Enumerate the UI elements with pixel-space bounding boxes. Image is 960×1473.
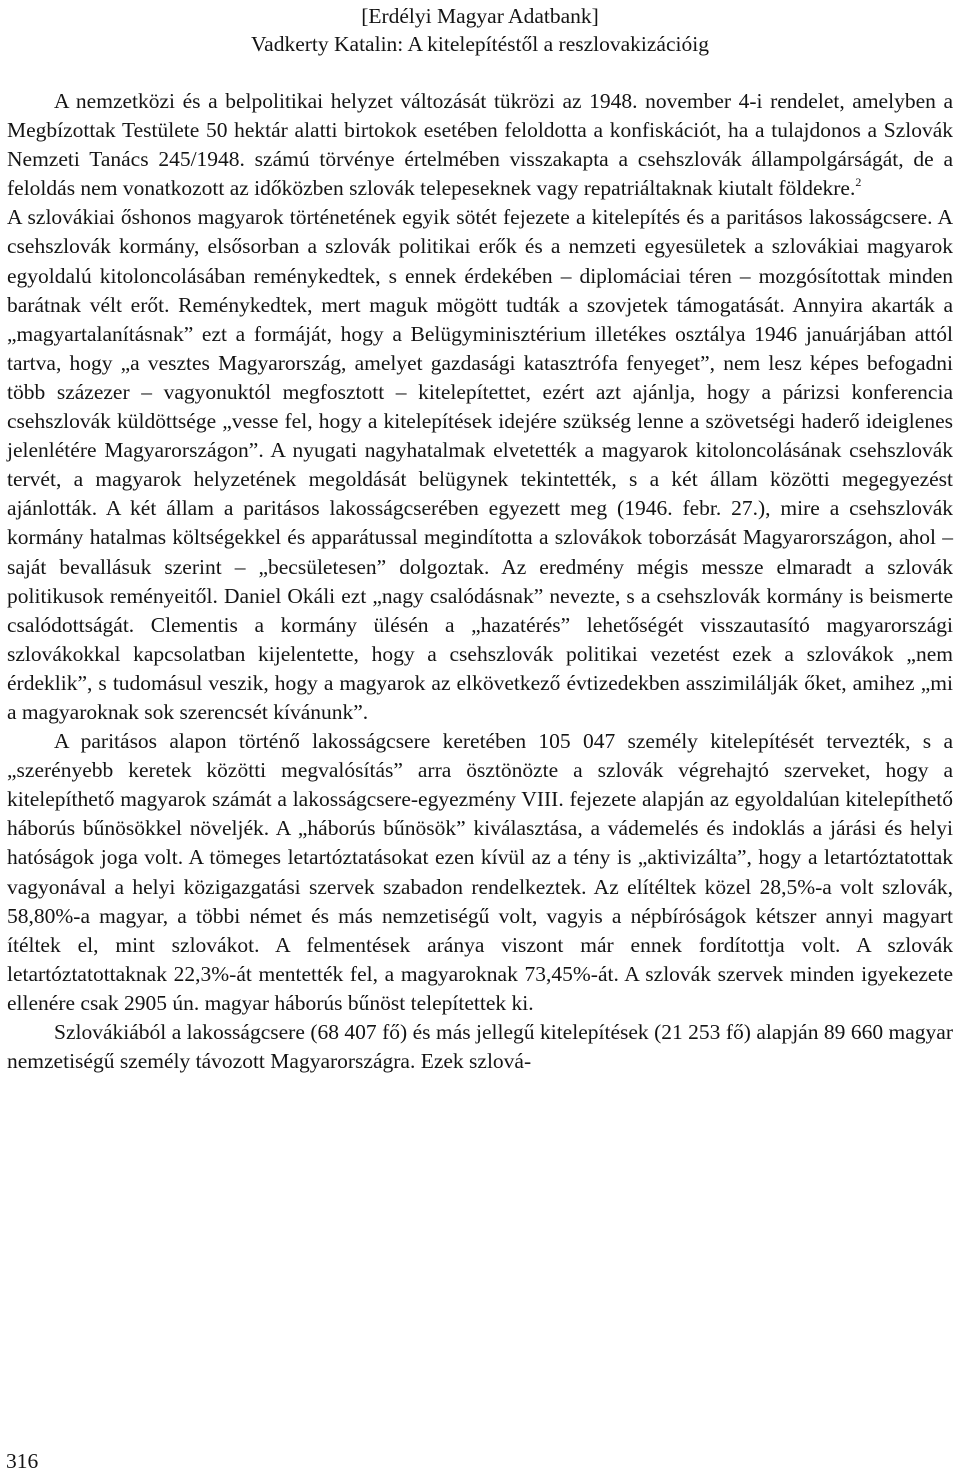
paragraph-1-text: A nemzetközi és a belpolitikai helyzet változását tükrözi az 1948. november 4-i rendelet, amelyben a Megbízottak Testülete 50 hektár alatti birtokok esetében feloldotta a konfiskációt, ha a tulajdonos a Szlovák Nemzeti Tanács 245/1948. számú törvénye értelmében visszakapta a csehszlovák állampolgárságát, de a feloldás nem vonatkozott az időközben szlovák telepeseknek vagy repatriáltaknak kiutalt földekre. (7, 89, 953, 201)
paragraph-1 (7, 87, 953, 203)
page-number: 316 (6, 1449, 39, 1473)
footnote-marker[interactable]: 2 (855, 175, 862, 190)
article-body (7, 87, 953, 1076)
paragraph-4: Szlovákiából a lakosságcsere (68 407 fő) és más jellegű kitelepítések (21 253 fő) alapján 89 660 magyar nemzetiségű személy távozott Magyarországra. Ezek szlová- (7, 1020, 953, 1074)
paragraph-3: A paritásos alapon történő lakosságcsere keretében 105 047 személy kitelepítését tervezték, s a „szerényebb keretek közötti megvalósítás” arra ösztönözte a szlovák végrehajtó szerveket, hogy a kitelepíthető magyarok számát a lakosságcsere-egyezmény VIII. fejezete alapján az egyoldalúan kitelepíthető háborús bűnösökkel növeljék. A „háborús bűnösök” kiválasztása, a vádemelés és indoklás a járási és helyi hatóságok joga volt. A tömeges letartóztatásokat ezen kívül az a tény is „aktivizálta”, hogy a letartóztatottak vagyonával a helyi közigazgatási szervek szabadon rendelkeztek. Az elítéltek közel 28,5%-a volt szlovák, 58,80%-a magyar, a többi német és más nemzetiségű volt, vagyis a népbíróságok kétszer annyi magyart ítéltek el, mint szlovákot. A felmentések aránya viszont már ennek fordítottja volt. A szlovák letartóztatottaknak 22,3%-át mentették fel, a magyaroknak 73,45%-át. A szlovák szervek minden igyekezete ellenére csak 2905 ún. magyar háborús bűnöst telepítettek ki. (7, 729, 953, 1015)
header-source: [Erdélyi Magyar Adatbank] (361, 4, 599, 28)
header-title: Vadkerty Katalin: A kitelepítéstől a reszlovakizációig (251, 32, 709, 56)
page-header (0, 2, 960, 58)
paragraph-2: A szlovákiai őshonos magyarok történetének egyik sötét fejezete a kitelepítés és a paritásos lakosságcsere. A csehszlovák kormány, elsősorban a szlovák politikai erők és a nemzeti egyesületek a szlovákiai magyarok egyoldalú kitoloncolásában reménykedtek, s ennek érdekében – diplomáciai téren – mozgósítottak minden barátnak vélt erőt. Reménykedtek, mert maguk mögött tudták a szovjetek támogatását. Annyira akarták a „magyartalanításnak” ezt a formáját, hogy a Belügyminisztérium illetékes osztálya 1946 januárjában attól tartva, hogy „a vesztes Magyarország, amelyet gazdasági katasztrófa fenyeget”, nem lesz képes befogadni több százezer – vagyonuktól megfosztott – kitelepítettet, ezért azt ajánlja, hogy a párizsi konferencia csehszlovák küldöttsége „vesse fel, hogy a kitelepítések idejére szükség lenne a szövetségi haderő ideiglenes jelenlétére Magyarországon”. A nyugati nagyhatalmak elvetették a magyarok kitoloncolásának csehszlovák tervét, a magyarok helyzetének megoldását belügynek tekintették, s a két állam közötti megegyezést ajánlották. A két állam a paritásos lakosságcserében egyezett meg (1946. febr. 27.), mire a csehszlovák kormány hatalmas költségekkel és apparátussal megindította a szlovákok toborzását Magyarországon, ahol – saját bevallásuk szerint – „becsületesen” dolgoztak. Az eredmény mégis messze elmaradt a szlovák politikusok reményeitől. Daniel Okáli ezt „nagy csalódásnak” nevezte, s a csehszlovák kormány is beismerte csalódottságát. Clementis a kormány ülésén a „hazatérés” lehetőségét visszautasító magyarországi szlovákokkal kapcsolatban kijelentette, hogy a csehszlovák politikai vezetést ezek a szlovákok „nem érdeklik”, s tudomásul veszik, hogy a magyarok az elkövetkező évtizedekben asszimilálják őket, amihez „mi a magyaroknak sok szerencsét kívánunk”. (7, 205, 953, 724)
